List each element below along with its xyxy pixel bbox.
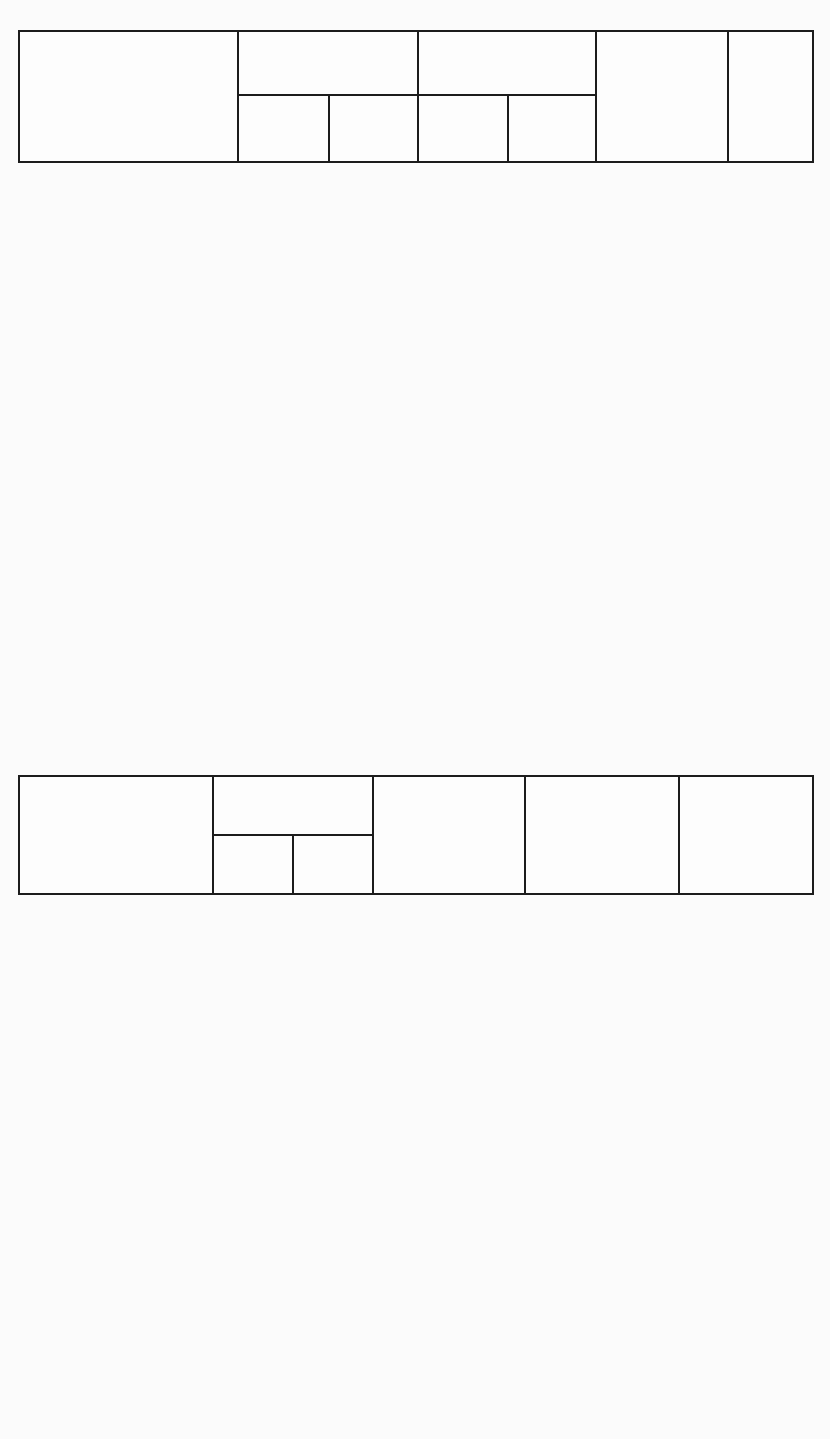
header-type [19,31,238,162]
ratings-table-header [19,31,813,162]
header-breakdown-torque [679,776,813,894]
header-current-440v-60hz [508,95,596,162]
header-output-380v-50hz [238,95,329,162]
header-power-factor [728,31,813,162]
header-locked-rotor-torque [373,776,525,894]
header-speed [213,776,373,835]
header-efficiency [596,31,728,162]
header-current-a [418,31,596,95]
header-speed-440v-60hz [293,835,373,894]
header-current-380v-50hz [418,95,508,162]
header-type [19,776,213,894]
performance-table [18,775,814,895]
ratings-table [18,30,814,163]
performance-table-header [19,776,813,894]
header-speed-380v-50hz [213,835,293,894]
header-output-440v-60hz [329,95,418,162]
header-locked-rotor-current [525,776,679,894]
header-output-kw [238,31,418,95]
